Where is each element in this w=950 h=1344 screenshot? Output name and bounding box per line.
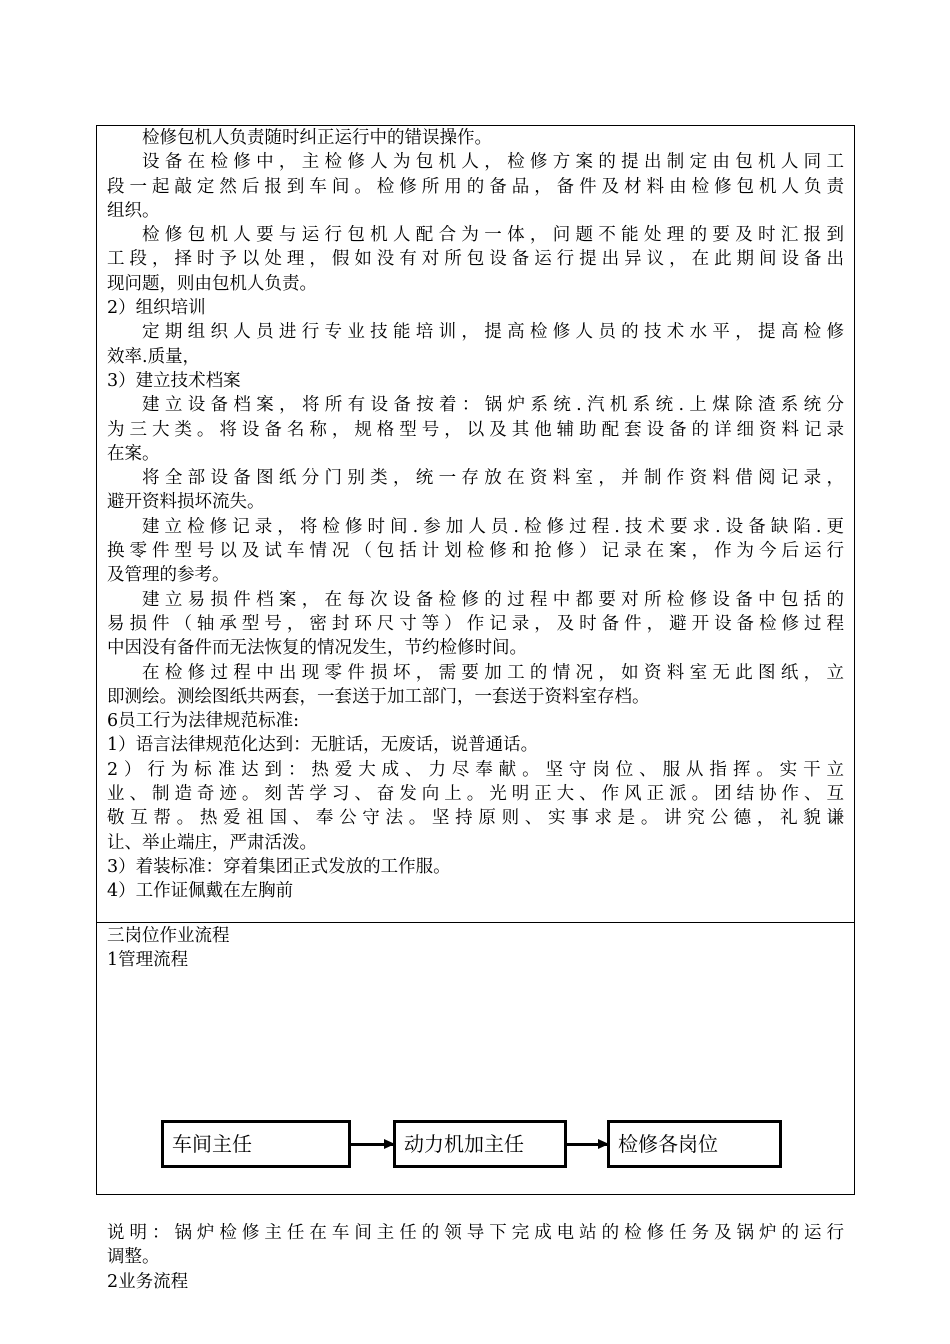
flow-box-maintenance-posts: 检修各岗位 — [607, 1120, 782, 1168]
text-line: 建立检修记录，将检修时间.参加人员.检修过程.技术要求.设备缺陷.更 — [142, 516, 844, 537]
flow-arrow-1 — [351, 1143, 393, 1146]
text-line: 即测绘。测绘图纸共两套，一套送于加工部门，一套送于资料室存档。 — [107, 686, 650, 707]
text-line: 组织。 — [107, 200, 160, 221]
text-line: 现问题，则由包机人负责。 — [107, 273, 317, 294]
note-line: 说明：锅炉检修主任在车间主任的领导下完成电站的检修任务及锅炉的运行 — [107, 1223, 844, 1243]
flow-box-power-machining-director: 动力机加主任 — [393, 1120, 567, 1168]
text-line: 6员工行为法律规范标准: — [107, 711, 300, 732]
text-line: 段一起敲定然后报到车间。检修所用的备品，备件及材料由检修包机人负责 — [107, 176, 844, 197]
text-line: 敬互帮。热爱祖国、奉公守法。坚持原则、实事求是。讲究公德，礼貌谦 — [107, 808, 844, 829]
flow-arrow-2 — [567, 1143, 607, 1146]
text-line: 将全部设备图纸分门别类，统一存放在资料室，并制作资料借阅记录， — [142, 468, 844, 489]
flow-description — [107, 1221, 844, 1270]
management-flow-heading: 1管理流程 — [107, 950, 189, 971]
text-line: 易损件（轴承型号，密封环尺寸等）作记录，及时备件，避开设备检修过程 — [107, 613, 844, 634]
text-line: 为三大类。将设备名称，规格型号，以及其他辅助配套设备的详细资料记录 — [107, 419, 844, 440]
text-line: 建立设备档案，将所有设备按着：锅炉系统.汽机系统.上煤除渣系统分 — [142, 395, 844, 416]
text-line: 建立易损件档案，在每次设备检修的过程中都要对所检修设备中包括的 — [142, 589, 844, 610]
text-line: 中因没有备件而无法恢复的情况发生，节约检修时间。 — [107, 638, 527, 659]
text-line: 工段，择时予以处理，假如没有对所包设备运行提出异议，在此期间设备出 — [107, 249, 844, 270]
text-line: 3）着装标准：穿着集团正式发放的工作服。 — [107, 856, 451, 877]
text-line: 3）建立技术档案 — [107, 370, 241, 391]
text-line: 2）组织培训 — [107, 298, 206, 319]
text-line: 检修包机人负责随时纠正运行中的错误操作。 — [142, 128, 492, 148]
text-line: 在检修过程中出现零件损坏，需要加工的情况，如资料室无此图纸，立 — [142, 662, 844, 683]
text-line: 让、举止端庄，严肃活泼。 — [107, 832, 317, 853]
text-line: 及管理的参考。 — [107, 565, 230, 586]
text-line: 在案。 — [107, 443, 160, 464]
text-line: 检修包机人要与运行包机人配合为一体，问题不能处理的要及时汇报到 — [142, 225, 844, 246]
text-line: 避开资料损坏流失。 — [107, 492, 265, 513]
flow-box-workshop-director: 车间主任 — [161, 1120, 351, 1168]
business-flow-heading: 2业务流程 — [107, 1272, 189, 1292]
text-line: 业、制造奇迹。刻苦学习、奋发向上。光明正大、作风正派。团结协作、互 — [107, 784, 844, 805]
text-line: 4）工作证佩戴在左胸前 — [107, 881, 294, 902]
content-table — [96, 125, 855, 1292]
section-text-cell — [107, 126, 844, 904]
table-divider — [97, 922, 854, 923]
process-flow-cell — [107, 924, 844, 1292]
text-line: 定期组织人员进行专业技能培训，提高检修人员的技术水平，提高检修 — [142, 322, 844, 343]
section-heading: 三岗位作业流程 — [107, 926, 230, 946]
text-line: 1）语言法律规范化达到：无脏话，无废话，说普通话。 — [107, 735, 539, 756]
text-line: 设备在检修中，主检修人为包机人，检修方案的提出制定由包机人同工 — [142, 152, 844, 173]
text-line: 2）行为标准达到：热爱大成、力尽奉献。坚守岗位、服从指挥。实干立 — [107, 759, 844, 780]
text-line: 换零件型号以及试车情况（包括计划检修和抢修）记录在案，作为今后运行 — [107, 541, 844, 562]
text-line: 效率.质量， — [107, 346, 201, 367]
note-line: 调整。 — [107, 1247, 160, 1268]
